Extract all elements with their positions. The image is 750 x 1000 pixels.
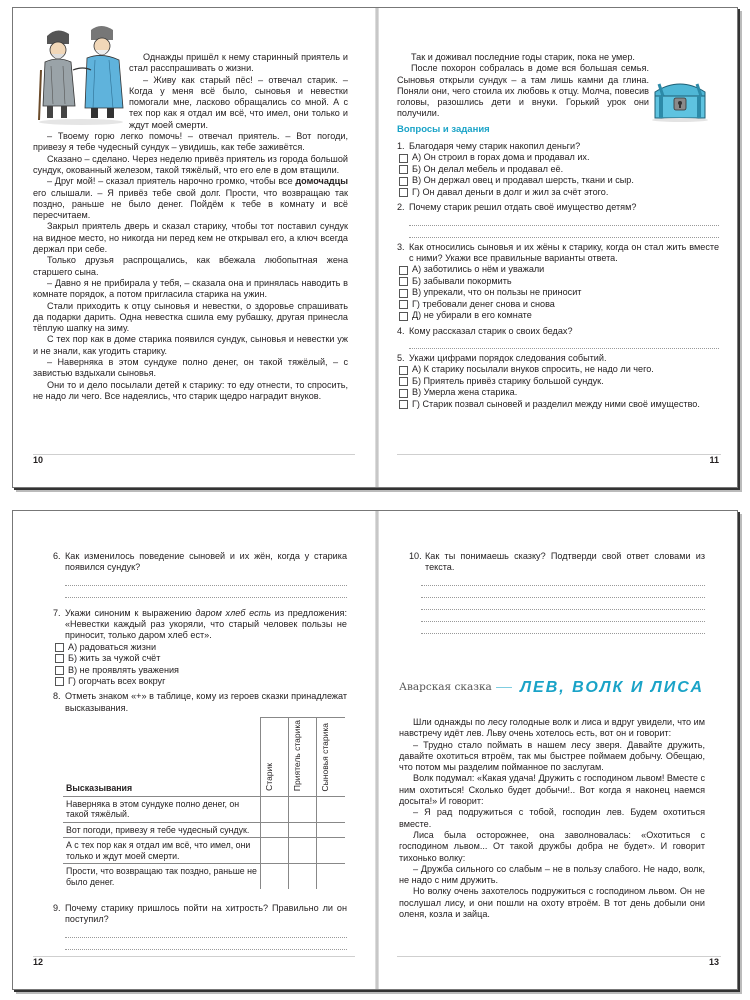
table-row xyxy=(63,864,345,890)
page-11 xyxy=(379,8,738,487)
question-text: Почему старику пришлось пойти на хитрость? Правильно ли он поступил? xyxy=(65,903,347,925)
text-segment: Укажи синоним к выражению xyxy=(65,607,196,618)
quote-cell: А с тех пор как я отдал им всё, что имел, они только и ждут моей смерти. xyxy=(63,838,260,864)
checkbox[interactable] xyxy=(399,312,408,321)
paragraph: Лиса была осторожнее, она заволновалась: «Охотиться с господином львом... От такой дружбы добра не будет». И говорит тихонько волку: xyxy=(399,829,705,863)
question-10 xyxy=(409,551,705,634)
answer-cell[interactable] xyxy=(260,822,288,838)
answer-cell[interactable] xyxy=(289,864,317,890)
answer-line[interactable] xyxy=(421,586,705,598)
paragraph: – Живу как старый пёс! – отвечал старик. – Когда у меня всё было, сыновья и невестки помогали мне, ласково обращались со мной. А с тех пор как я отдал им всё, что имел, они только и ждут моей смерти. xyxy=(129,74,348,130)
question-number: 1. xyxy=(397,141,405,152)
column-header: Приятель старика xyxy=(289,718,317,797)
option-label: Б) жить за чужой счёт xyxy=(68,653,161,664)
question-text: Как относились сыновья и их жёны к старику, когда он стал жить вместе с ними? Укажи все правильные варианты ответа. xyxy=(409,241,719,263)
option-label: Д) не убирали в его комнате xyxy=(412,310,532,321)
page-number: 13 xyxy=(708,957,719,967)
page-12 xyxy=(13,511,375,989)
answer-line[interactable] xyxy=(421,622,705,634)
option-label: В) Умерла жена старика. xyxy=(412,387,518,398)
paragraph: Волк подумал: «Какая удача! Дружить с господином львом! Вместе с ним охотиться! Сколько будет добычи!.. Вот когда я наконец наемся досыта!» И говорит: xyxy=(399,773,705,807)
answer-cell[interactable] xyxy=(260,796,288,822)
option-label: В) упрекали, что он пользы не приносит xyxy=(412,287,582,298)
question-text: Благодаря чему старик накопил деньги? xyxy=(409,141,581,152)
option-label: Г) Он давал деньги в долг и жил за счёт этого. xyxy=(412,186,609,197)
question-text: Почему старик решил отдать своё имущество детям? xyxy=(409,202,637,213)
page-12-text-bottom xyxy=(53,899,347,950)
footer-line xyxy=(397,454,721,455)
option-label: А) радоваться жизни xyxy=(68,641,157,652)
question-6 xyxy=(53,551,347,598)
paragraph: С тех пор как в доме старика появился сундук, сыновья и невестки уж и не знали, как угодить старику. xyxy=(33,334,348,356)
answer-option xyxy=(399,299,719,311)
column-header: Сыновья старика xyxy=(317,718,345,797)
question-4 xyxy=(397,326,719,349)
answer-option xyxy=(399,387,719,399)
option-label: А) К старику посылали внуков спросить, не надо ли чего. xyxy=(412,364,654,375)
checkbox[interactable] xyxy=(55,677,64,686)
paragraph: Но волку очень захотелось подружиться с господином львом. Он не послушал лису, и они пошли на охоту втроём. В тот день добыли они оленя, козла и зайца. xyxy=(399,886,705,920)
question-number: 6. xyxy=(53,551,61,561)
answer-option xyxy=(55,641,347,653)
table-row xyxy=(63,838,345,864)
page-number: 12 xyxy=(33,957,44,967)
story-genre: Аварская сказка xyxy=(399,681,496,693)
question-1 xyxy=(397,141,719,198)
footer-line xyxy=(33,454,355,455)
question-text: Отметь знаком «+» в таблице, кому из героев сказки принадлежат высказывания. xyxy=(65,691,347,713)
question-number: 7. xyxy=(53,607,61,618)
answer-cell[interactable] xyxy=(289,796,317,822)
question-number: 9. xyxy=(53,903,61,913)
question-5 xyxy=(397,353,719,410)
answer-line[interactable] xyxy=(409,337,719,349)
option-label: В) не проявлять уважения xyxy=(68,664,179,675)
answer-line[interactable] xyxy=(65,586,347,598)
bold-word: домочадцы xyxy=(295,176,348,187)
paragraph: Только друзья распрощались, как вбежала любопытная жена старшего сына. xyxy=(33,255,348,277)
question-number: 8. xyxy=(53,691,61,702)
answer-cell[interactable] xyxy=(317,796,345,822)
quote-cell: Вот погоди, привезу я тебе чудесный сундук. xyxy=(63,822,260,838)
answer-line[interactable] xyxy=(409,214,719,226)
answer-option xyxy=(399,364,719,376)
footer-line xyxy=(33,956,355,957)
paragraph: Однажды пришёл к нему старинный приятель и стал расспрашивать о жизни. xyxy=(129,52,348,74)
footer-line xyxy=(397,956,721,957)
paragraph xyxy=(33,176,348,221)
story-title: ЛЕВ, ВОЛК И ЛИСА xyxy=(512,676,704,700)
page-12-text xyxy=(53,547,347,714)
table-row xyxy=(63,822,345,838)
paragraph: – Трудно стало поймать в нашем лесу зверя. Давайте дружить, давайте охотиться втроём, так мы быстрее поймаем добычу. Обещаю, что потом мы разделим пойманное по заслугам. xyxy=(399,739,705,773)
answer-cell[interactable] xyxy=(317,838,345,864)
answer-line[interactable] xyxy=(65,938,347,950)
story-text xyxy=(399,717,705,920)
option-label: А) Он строил в горах дома и продавал их. xyxy=(412,152,590,163)
quote-cell: Прости, что возвращаю так поздно, раньше не было денег. xyxy=(63,864,260,890)
question-number: 2. xyxy=(397,202,405,213)
paragraph-start: – Друг мой! – сказал приятель нарочно громко, чтобы все xyxy=(47,176,296,187)
answer-cell[interactable] xyxy=(260,838,288,864)
checkbox[interactable] xyxy=(399,389,408,398)
checkbox[interactable] xyxy=(399,377,408,386)
quote-cell: Наверняка в этом сундуке полно денег, он такой тяжёлый. xyxy=(63,796,260,822)
paragraph: – Давно я не прибирала у тебя, – сказала она и принялась наводить в комнате порядок, а потом пригласила старика на ужин. xyxy=(33,277,348,300)
italic-phrase: даром хлеб есть xyxy=(195,607,272,618)
page-13-text-top xyxy=(409,547,705,634)
question-number: 3. xyxy=(397,241,405,252)
page-13 xyxy=(379,511,738,989)
answer-line[interactable] xyxy=(421,610,705,622)
paragraph: Стали приходить к отцу сыновья и невестки, о здоровье спрашивать да подарки дарить. Одна невестка сшила ему рубашку, другая принесла тёплую шапку на зиму. xyxy=(33,300,348,334)
bottom-spread xyxy=(12,510,738,990)
checkbox[interactable] xyxy=(399,188,408,197)
answer-line[interactable] xyxy=(65,926,347,938)
quotes-table xyxy=(63,717,345,889)
question-number: 10. xyxy=(409,551,422,561)
option-label: Б) забывали покормить xyxy=(412,275,512,286)
checkbox[interactable] xyxy=(399,266,408,275)
checkbox[interactable] xyxy=(399,277,408,286)
answer-cell[interactable] xyxy=(260,864,288,890)
answer-option xyxy=(399,264,719,276)
text-segment: из предложения: «Невестки каждый раз укоряли, что старый человек пользы не приносит, только даром хлеб ест». xyxy=(65,607,347,641)
paragraph: – Твоему горю легко помочь! – отвечал приятель. – Вот погоди, привезу я тебе чудесный сундук – увидишь, как тебе заживётся. xyxy=(33,131,348,153)
question-text xyxy=(65,608,347,642)
question-7 xyxy=(53,608,347,688)
question-text: Как ты понимаешь сказку? Подтверди свой ответ словами из текста. xyxy=(425,551,705,573)
page-10-text xyxy=(33,52,348,402)
checkbox[interactable] xyxy=(399,165,408,174)
question-9 xyxy=(53,903,347,950)
answer-option xyxy=(399,376,719,388)
checkbox[interactable] xyxy=(55,666,64,675)
paragraph: – Я рад подружиться с тобой, господин лев. Будем охотиться вместе. xyxy=(399,807,705,829)
checkbox[interactable] xyxy=(399,400,408,409)
page-10 xyxy=(13,8,375,487)
paragraph: Шли однажды по лесу голодные волк и лиса и вдруг увидели, что им навстречу идёт лев. Льву очень хотелось есть, вот он и говорит: xyxy=(399,717,705,739)
paragraph: Закрыл приятель дверь и сказал старику, чтобы тот поставил сундук на видное место, но никогда ни перед кем не открывал его, а ключ всегда держал при себе. xyxy=(33,221,348,255)
treasure-chest-illustration xyxy=(649,74,711,122)
question-number: 5. xyxy=(397,353,405,364)
checkbox[interactable] xyxy=(399,289,408,298)
top-spread xyxy=(12,7,738,488)
option-label: Г) Старик позвал сыновей и разделил между ними своё имущество. xyxy=(412,398,700,409)
checkbox[interactable] xyxy=(55,643,64,652)
paragraph: Так и доживал последние годы старик, пока не умер. xyxy=(411,52,635,62)
option-label: Г) огорчать всех вокруг xyxy=(68,676,166,687)
answer-option xyxy=(399,276,719,288)
checkbox[interactable] xyxy=(399,154,408,163)
table-header: Высказывания xyxy=(63,718,260,797)
answer-cell[interactable] xyxy=(317,822,345,838)
table-header-row xyxy=(63,718,345,797)
question-number: 4. xyxy=(397,325,405,336)
answer-option xyxy=(399,152,719,164)
question-text: Как изменилось поведение сыновей и их жён, когда у старика появился сундук? xyxy=(65,551,347,573)
paragraph: Сказано – сделано. Через неделю привёз приятель из города большой сундук, окованный железом, такой тяжёлый, что его еле в дом втащили. xyxy=(33,153,348,175)
answer-option xyxy=(399,310,719,322)
checkbox[interactable] xyxy=(55,654,64,663)
answer-cell[interactable] xyxy=(317,864,345,890)
column-header: Старик xyxy=(260,718,288,797)
answer-cell[interactable] xyxy=(289,838,317,864)
page-number: 11 xyxy=(709,455,719,465)
section-title: Вопросы и задания xyxy=(397,123,490,135)
answer-option xyxy=(399,164,719,176)
answer-option xyxy=(55,664,347,676)
question-8 xyxy=(53,691,347,714)
page-number: 10 xyxy=(33,455,44,465)
option-label: Г) требовали денег снова и снова xyxy=(412,298,555,309)
question-text: Кому рассказал старик о своих бедах? xyxy=(409,325,573,336)
paragraph: – Наверняка в этом сундуке полно денег, он такой тяжёлый, – с завистью вздыхали сыновья. xyxy=(33,357,348,379)
option-label: Б) Он делал мебель и продавал её. xyxy=(412,163,564,174)
question-2 xyxy=(397,202,719,237)
answer-line[interactable] xyxy=(409,226,719,238)
answer-line[interactable] xyxy=(421,598,705,610)
checkbox[interactable] xyxy=(399,300,408,309)
answer-line[interactable] xyxy=(65,574,347,586)
story-header xyxy=(399,676,704,700)
question-3 xyxy=(397,242,719,322)
paragraph: После похорон собралась в доме вся большая семья. Сыновья открыли сундук – а там лишь камни да глина. Поняли они, чего стоила их любовь к отцу. Молча, повесив головы, разошлись дети и внуки. Горький урок они получили. xyxy=(397,63,649,119)
checkbox[interactable] xyxy=(399,177,408,186)
checkbox[interactable] xyxy=(399,366,408,375)
table-row xyxy=(63,796,345,822)
option-label: А) заботились о нём и уважали xyxy=(412,264,545,275)
answer-option xyxy=(399,399,719,410)
question-text: Укажи цифрами порядок следования событий. xyxy=(409,353,607,364)
answer-option xyxy=(399,175,719,187)
answer-cell[interactable] xyxy=(289,822,317,838)
answer-option xyxy=(55,653,347,665)
answer-option xyxy=(399,187,719,199)
answer-line[interactable] xyxy=(421,574,705,586)
paragraph: Они то и дело посылали детей к старику: то еду отнести, то спросить, не надо ли чего. Все надеялись, что старик щедро наградит внуков. xyxy=(33,379,348,401)
answer-option xyxy=(55,676,347,688)
option-label: Б) Приятель привёз старику большой сундук. xyxy=(412,375,604,386)
answer-option xyxy=(399,287,719,299)
paragraph: – Дружба сильного со слабым – не в пользу слабого. Не надо, волк, не надо с ним дружить. xyxy=(399,863,705,886)
option-label: В) Он держал овец и продавал шерсть, ткани и сыр. xyxy=(412,175,634,186)
paragraph-rest: его слышали. – Я привёз тебе свой долг. Прости, что возвращаю так поздно, раньше не было денег. Пойдём к тебе в комнату и всё пересчитаем. xyxy=(33,187,348,221)
